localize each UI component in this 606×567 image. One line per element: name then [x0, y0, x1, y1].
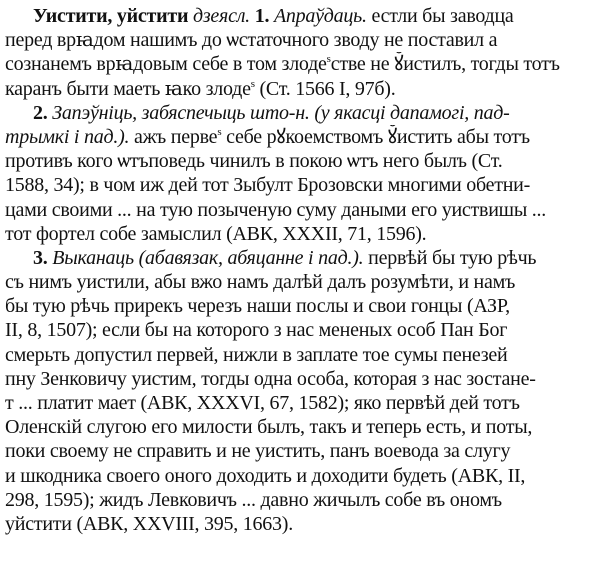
- entry-line: [5, 488, 600, 512]
- quote-text: каранъ быти маеть ꙗко злоде: [5, 77, 251, 100]
- quote-text: съ нимъ уистили, абы вжо намъ далѣй далъ розумѣти, и намъ: [5, 271, 516, 294]
- quote-text: Оленскій слугою его милости былъ, такъ и теперь есть, и поты,: [5, 416, 533, 439]
- entry-line: [5, 367, 600, 391]
- quote-text: 1588, 34); в чом иж дей тот Зыбулт Брозовски многими обетни-: [5, 174, 531, 197]
- sense-number: 1.: [254, 5, 270, 27]
- entry-line: [5, 294, 600, 318]
- entry-line: [5, 173, 600, 197]
- quote-text: уйстити (АВК, XXVIII, 395, 1663).: [5, 512, 293, 535]
- quote-text: сознанемъ врꙗдовым себе в том злоде: [5, 53, 327, 76]
- entry-line: [5, 52, 600, 76]
- entry-line: [5, 77, 600, 101]
- entry-line: [5, 512, 600, 536]
- entry-line: [5, 246, 600, 270]
- quote-text: бы тую рѣчь прирекъ черезъ наши послы и свои гонцы (АЗР,: [5, 295, 510, 318]
- superscript: s: [217, 125, 222, 138]
- entry-line: [5, 4, 600, 28]
- entry-line: [5, 415, 600, 439]
- quote-text: и шкодника своего оного доходить и доходити будеть (АВК, II,: [5, 464, 526, 487]
- entry-line: [5, 343, 600, 367]
- entry-line: [5, 439, 600, 463]
- quote-text: поки своему не справить и не уистить, панъ воевода за слугу: [5, 440, 511, 463]
- entry-line: [5, 318, 600, 342]
- part-of-speech: дзеясл.: [192, 5, 250, 27]
- quote-text: перед врꙗдом нашимъ до ѡстаточного зводу не поставил а: [5, 29, 498, 52]
- sense-gloss: трымкі і пад.).: [5, 125, 130, 148]
- quote-text: цами своими ... на тую позыченую суму даными его уиствишы ...: [5, 198, 546, 221]
- superscript: s: [326, 53, 331, 66]
- quote-text: пну Зенковичу уистим, тогды одна особа, которая з нас зостане-: [5, 367, 536, 390]
- quote-text: т ... платит мает (АВК, XXXVI, 67, 1582); яко первѣй дей тотъ: [5, 392, 520, 414]
- sense-number: 3.: [33, 246, 48, 269]
- quote-text: смерьть допустил первей, нижли в заплате тое сумы пенезей: [5, 343, 508, 366]
- quote-text: тот фортел собе замыслил (АВК, XXXII, 71, 1596).: [5, 222, 427, 245]
- entry-line: [5, 222, 600, 246]
- entry-line: [5, 149, 600, 173]
- sense-number: 2.: [33, 101, 48, 124]
- entry-line: [5, 198, 600, 222]
- quote-text: стве не ꙋ̆истилъ, тогды тотъ: [330, 53, 560, 76]
- entry-line: [5, 391, 600, 415]
- sense-gloss: Апраўдаць.: [273, 5, 367, 27]
- quote-text: 298, 1595); жидъ Левковичъ ... давно жичылъ собе въ ономъ: [5, 488, 502, 511]
- citation: (Ст. 1566 I, 97б).: [254, 77, 396, 100]
- entry-line: [5, 28, 600, 52]
- sense-gloss: Выканаць (абавязак, абяцанне і пад.).: [52, 246, 364, 269]
- quote-text: ажъ перве: [129, 125, 218, 148]
- quote-text: себе рꙋкоемствомъ ꙋ̆истить абы тотъ: [221, 125, 530, 148]
- headword: Уистити, уйстити: [33, 5, 189, 27]
- sense-gloss: Запэўніць, забяспечыць што-н. (у якасці дапамогі, пад-: [52, 101, 510, 124]
- superscript: s: [250, 77, 255, 90]
- quote-text: первѣй бы тую рѣчь: [363, 246, 537, 269]
- quote-text: естли бы заводца: [366, 5, 514, 27]
- entry-line: [5, 101, 600, 125]
- quote-text: II, 8, 1507); если бы на которого з нас мененых особ Пан Бог: [5, 319, 508, 342]
- entry-line: [5, 270, 600, 294]
- quote-text: противъ кого ѡтъповедь чинилъ в покою ѡтъ него былъ (Ст.: [5, 150, 503, 173]
- entry-line: [5, 464, 600, 488]
- entry-line: [5, 125, 600, 149]
